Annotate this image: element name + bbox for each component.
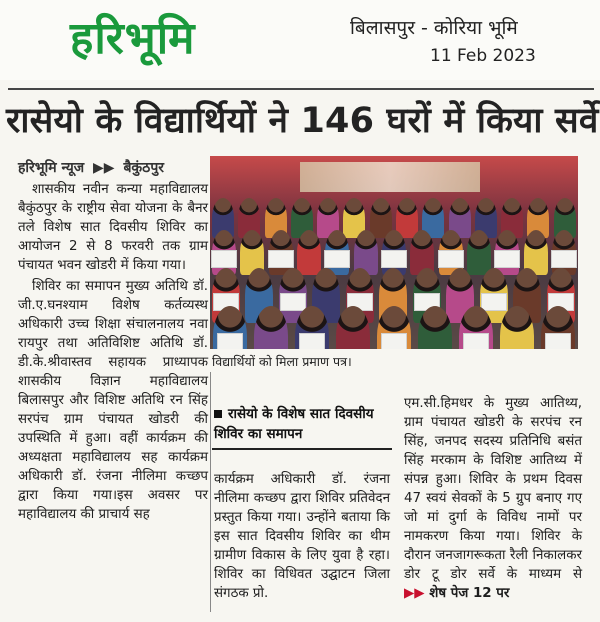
column-3-text: एम.सी.हिमधर के मुख्य आतिथ्य, ग्राम पंचायत खोडरी के सरपंच रन सिंह, जनपद सदस्य प्रतिनिधि बसंत सिंह मरकाम के विशिष्ट आतिथ्य में संपन्न हुआ। शिविर के प्रथम दिवस 47 स्वयं सेवकों के 5 ग्रुप बनाए गए जो मां दुर्गा के विविध नामों पर नामकरण किया गया। शिविर के दौरान जनजागरूकता रैली निकालकर डोर टू डोर सर्वे के माध्यम से (404, 396, 582, 582)
byline (18, 158, 164, 177)
edition-name: बिलासपुर - कोरिया भूमि (350, 17, 518, 39)
byline-source: हरिभूमि न्यूज (18, 160, 85, 176)
article-column-3 (404, 394, 582, 603)
masthead (0, 0, 600, 80)
column-divider (210, 372, 211, 612)
certificate-icon (545, 333, 571, 349)
continued-text: शेष पेज 12 पर (429, 586, 510, 601)
continued-arrow-icon: ▶▶ (404, 586, 425, 601)
byline-arrow-icon: ▶▶ (93, 160, 115, 176)
publication-date: 11 Feb 2023 (430, 46, 536, 66)
paragraph-1: शासकीय नवीन कन्या महाविद्यालय बैकुंठपुर के राष्ट्रीय सेवा योजना के बैनर तले विशेष सात दिवसीय शिविर का आयोजन 2 से 8 फरवरी तक ग्राम पंचायत भवन खोडरी में किया गया। (18, 182, 208, 273)
certificate-icon (299, 333, 325, 349)
article-headline: रासेयो के विद्यार्थियों ने 146 घरों में किया सर्वे (6, 101, 599, 141)
photo-person (297, 230, 321, 275)
certificate-icon (438, 250, 464, 268)
photo-person (467, 230, 491, 275)
byline-place: बैकुंठपुर (123, 160, 164, 176)
continued-note (404, 586, 509, 601)
certificate-icon (381, 250, 407, 268)
photo-people (210, 196, 578, 349)
sub-headline (214, 404, 390, 444)
newspaper-logo: हरिभूमि (70, 13, 196, 64)
certificate-icon (217, 333, 243, 349)
photo-banner (300, 162, 480, 192)
article-column-2: कार्यक्रम अधिकारी डॉ. रंजना नीलिमा कच्छप द्वारा शिविर प्रतिवेदन प्रस्तुत किया गया। उन्होंने बताया कि इस सात दिवसीय शिविर का थीम ग्रामीण विकास के लिए युवा है रहा। शिविर का विधिवत उद्घाटन जिला संगठक प्रो. (214, 472, 390, 601)
sub-headline-text: रासेयो के विशेष सात दिवसीय शिविर का समापन (214, 406, 374, 442)
square-bullet-icon (214, 410, 222, 418)
group-photo (210, 156, 578, 349)
certificate-icon (268, 250, 294, 268)
certificate-icon (211, 250, 237, 268)
certificate-icon (494, 250, 520, 268)
sub-headline-rule (212, 448, 392, 450)
photo-caption: विद्यार्थियों को मिला प्रमाण पत्र। (212, 354, 352, 369)
paragraph-2: शिविर का समापन मुख्य अतिथि डॉ. जी.ए.घनश्याम विशेष कर्तव्यस्थ अधिकारी उच्च शिक्षा संचालनालय नवा रायपुर तथा अतिविशिष्ट अतिथि डॉ. डी.के.श्रीवास्तव सहायक प्राध्यापक शासकीय विज्ञान महाविद्यालय बिलासपुर और विशिष्ट अतिथि रन सिंह सरपंच ग्राम पंचायत खोडरी की उपस्थिति में हुआ। वहीं कार्यक्रम की अध्यक्षता महाविद्यालय सह कार्यक्रम अधिकारी डॉ. रंजना नीलिमा कच्छप द्वारा किया गया।इस अवसर पर महाविद्यालय की प्राचार्य सह (18, 279, 208, 522)
certificate-icon (481, 293, 507, 311)
certificate-icon (280, 293, 306, 311)
certificate-icon (381, 333, 407, 349)
certificate-icon (463, 333, 489, 349)
certificate-icon (551, 250, 577, 268)
certificate-icon (324, 250, 350, 268)
top-rule (8, 88, 594, 90)
article-column-1 (18, 180, 208, 526)
